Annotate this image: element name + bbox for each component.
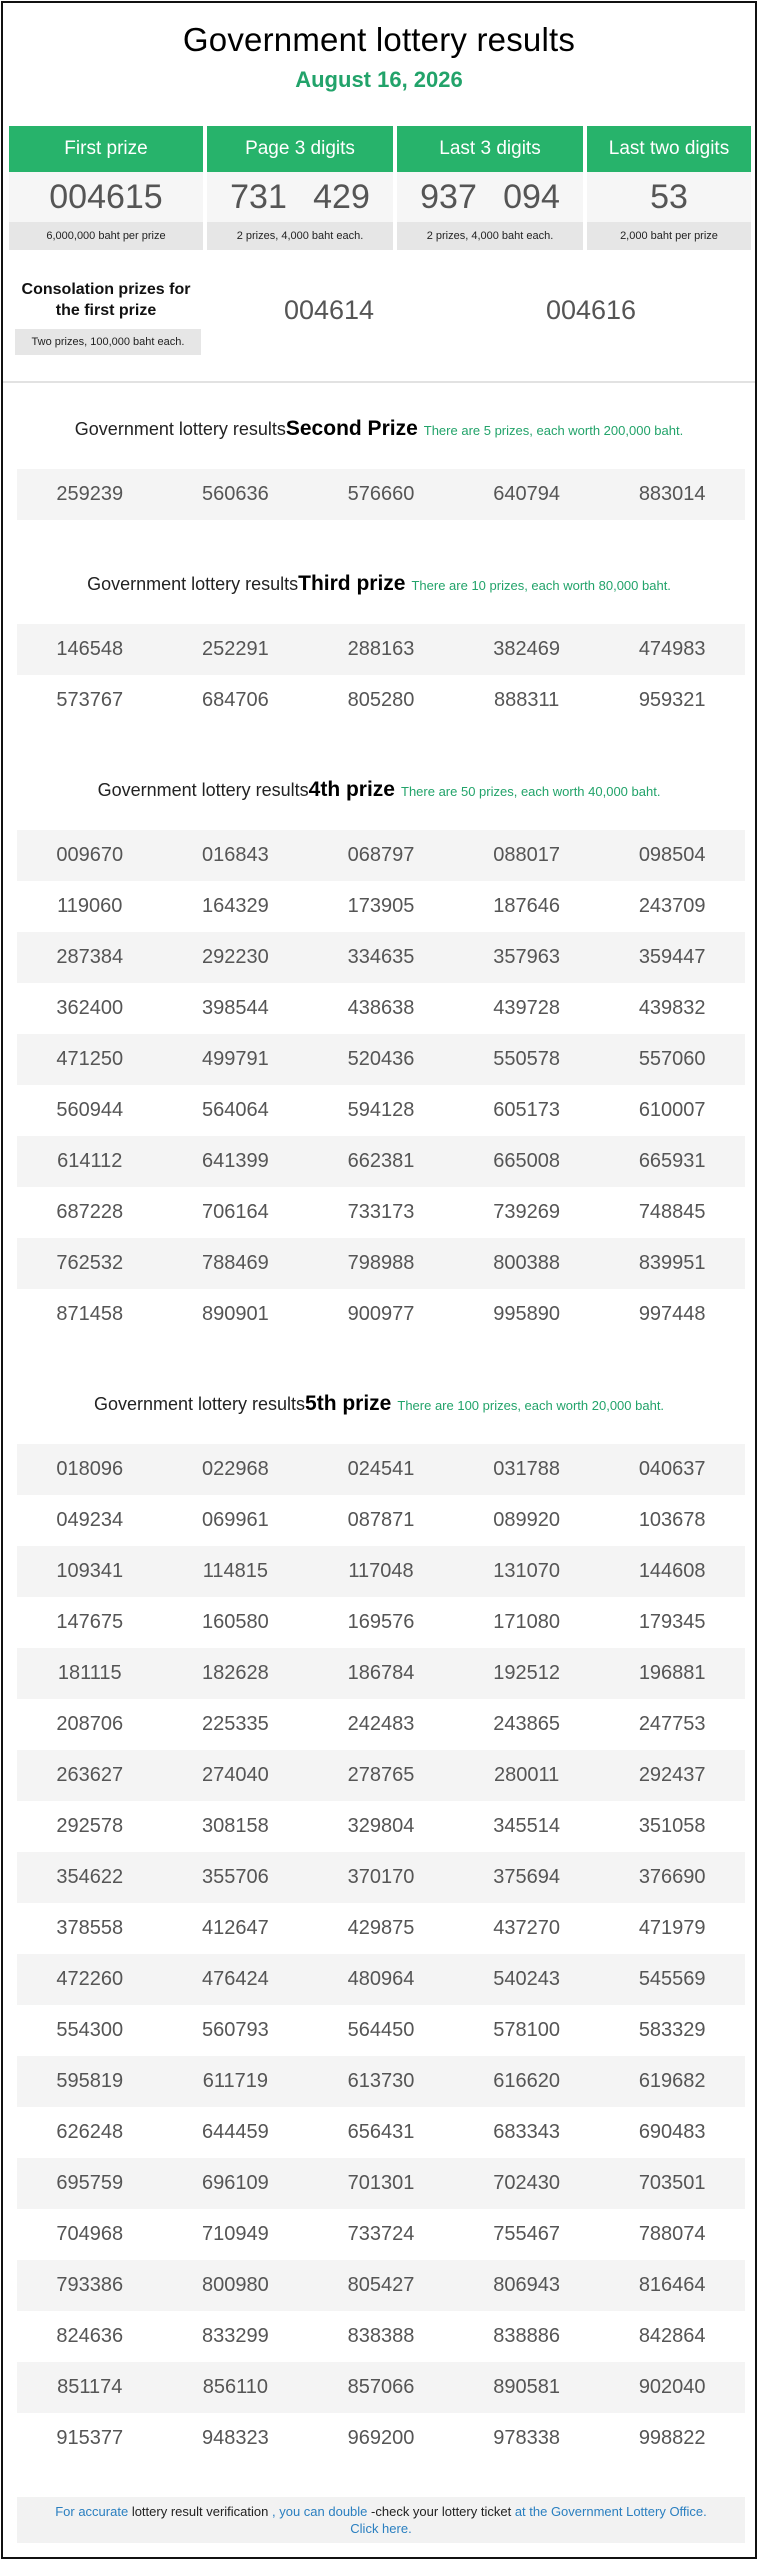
- prize-number: 181115: [57, 1662, 122, 1684]
- prize-number: 437270: [493, 1917, 560, 1939]
- table-row: [17, 1801, 745, 1852]
- prize-number: 888311: [493, 689, 560, 711]
- section-info: There are 50 prizes, each worth 40,000 baht.: [401, 784, 661, 799]
- prize-number: 357963: [493, 946, 560, 968]
- section-name: Second Prize: [285, 417, 418, 440]
- prize-number: 839951: [638, 1252, 706, 1274]
- prize-number: 208706: [56, 1713, 124, 1735]
- prize-number: 179345: [638, 1611, 706, 1633]
- prize-number: 857066: [347, 2376, 415, 2398]
- prize-number: 169576: [347, 1611, 415, 1633]
- prize-number: 089920: [493, 1509, 560, 1531]
- prize-number: 851174: [57, 2376, 123, 2398]
- last-2-digits-header: Last two digits: [587, 126, 751, 172]
- prize-number: 499791: [202, 1048, 269, 1070]
- table-row: [17, 2260, 745, 2311]
- first-prize-header: First prize: [9, 126, 203, 172]
- front-3-digits-number-row: [207, 172, 393, 222]
- prize-number: 287384: [56, 946, 124, 968]
- consolation-note: Two prizes, 100,000 baht each.: [15, 329, 201, 355]
- prize-number: 564450: [347, 2019, 415, 2041]
- last-3-digits-number: 937: [420, 177, 477, 216]
- consolation-title: Consolation prizes for the first prize: [21, 281, 191, 319]
- prize-number: 243865: [493, 1713, 560, 1735]
- prize-number: 616620: [493, 2070, 560, 2092]
- prize-number: 883014: [638, 483, 706, 505]
- table-row: [17, 1495, 745, 1546]
- fifth-prize-heading: [3, 1392, 755, 1416]
- table-row: [17, 2056, 745, 2107]
- prize-number: 147675: [56, 1611, 124, 1633]
- prize-number: 196881: [638, 1662, 706, 1684]
- prize-number: 641399: [202, 1150, 269, 1172]
- prize-number: 308158: [202, 1815, 269, 1837]
- footer-text: at the Government Lottery Office.: [514, 2504, 707, 2519]
- table-row: [17, 624, 745, 675]
- prize-number: 706164: [202, 1201, 269, 1223]
- prize-number: 611719: [202, 2070, 269, 2092]
- prize-number: 354622: [56, 1866, 124, 1888]
- table-row: [17, 983, 745, 1034]
- prize-number: 171080: [493, 1611, 560, 1633]
- table-row: [17, 881, 745, 932]
- prize-number: 024541: [347, 1458, 415, 1480]
- prize-number: 900977: [347, 1303, 415, 1325]
- second-prize-heading: [3, 417, 755, 441]
- footer-text: lottery result verification: [131, 2504, 269, 2519]
- table-row: [17, 1852, 745, 1903]
- prize-number: 471250: [56, 1048, 124, 1070]
- prize-number: 564064: [202, 1099, 269, 1121]
- prize-number: 412647: [202, 1917, 269, 1939]
- section-prefix: Government lottery results: [97, 780, 309, 800]
- last-3-digits-number-row: [397, 172, 583, 222]
- prize-number: 359447: [638, 946, 706, 968]
- table-row: [17, 1597, 745, 1648]
- prize-number: 192512: [493, 1662, 560, 1684]
- prize-number: 087871: [347, 1509, 415, 1531]
- table-row: [17, 2209, 745, 2260]
- table-row: [17, 1699, 745, 1750]
- prize-number: 398544: [202, 997, 269, 1019]
- prize-number: 114815: [202, 1560, 269, 1582]
- table-row: [17, 2413, 745, 2464]
- prize-number: 703501: [638, 2172, 706, 2194]
- prize-number: 560944: [56, 1099, 124, 1121]
- prize-number: 160580: [202, 1611, 269, 1633]
- table-row: [17, 1750, 745, 1801]
- prize-number: 788469: [202, 1252, 269, 1274]
- last-2-digits-block: [587, 126, 751, 250]
- prize-number: 613730: [347, 2070, 415, 2092]
- table-row: [17, 675, 745, 726]
- prize-number: 040637: [638, 1458, 706, 1480]
- first-prize-number-row: [9, 172, 203, 222]
- prize-number: 334635: [347, 946, 415, 968]
- last-3-digits-header: Last 3 digits: [397, 126, 583, 172]
- prize-number: 733173: [347, 1201, 415, 1223]
- prize-number: 382469: [493, 638, 560, 660]
- table-row: [17, 1648, 745, 1699]
- section-name: 4th prize: [308, 778, 395, 801]
- first-prize-block: [9, 126, 203, 250]
- prize-number: 798988: [347, 1252, 415, 1274]
- table-row: [17, 1136, 745, 1187]
- prize-number: 626248: [56, 2121, 124, 2143]
- table-row: [17, 1085, 745, 1136]
- prize-number: 439832: [638, 997, 706, 1019]
- consolation-number: 004616: [545, 295, 637, 325]
- prize-number: 969200: [347, 2427, 415, 2449]
- consolation-prizes: [9, 271, 751, 371]
- prize-number: 474983: [638, 638, 706, 660]
- section-info: There are 10 prizes, each worth 80,000 baht.: [411, 578, 671, 593]
- divider: [3, 381, 755, 383]
- prize-number: 119060: [57, 895, 123, 917]
- prize-number: 252291: [202, 638, 269, 660]
- prize-number: 614112: [57, 1150, 123, 1172]
- footer-text: , you can double: [272, 2504, 368, 2519]
- table-row: [17, 2362, 745, 2413]
- prize-number: 583329: [638, 2019, 706, 2041]
- prize-number: 948323: [202, 2427, 269, 2449]
- table-row: [17, 1444, 745, 1495]
- prize-number: 103678: [638, 1509, 706, 1531]
- consolation-number: 004614: [283, 295, 375, 325]
- prize-number: 687228: [56, 1201, 124, 1223]
- prize-number: 578100: [493, 2019, 560, 2041]
- second-prize-rows: [17, 469, 745, 520]
- prize-number: 182628: [202, 1662, 269, 1684]
- table-row: [17, 1187, 745, 1238]
- prize-number: 131070: [493, 1560, 560, 1582]
- prize-number: 710949: [202, 2223, 269, 2245]
- prize-number: 242483: [347, 1713, 415, 1735]
- section-prefix: Government lottery results: [87, 574, 299, 594]
- table-row: [17, 1238, 745, 1289]
- prize-number: 520436: [347, 1048, 415, 1070]
- prize-number: 022968: [202, 1458, 269, 1480]
- prize-number: 856110: [202, 2376, 269, 2398]
- prize-number: 472260: [56, 1968, 124, 1990]
- prize-number: 186784: [347, 1662, 415, 1684]
- table-row: [17, 2158, 745, 2209]
- table-row: [17, 2005, 745, 2056]
- prize-number: 187646: [493, 895, 560, 917]
- prize-number: 902040: [638, 2376, 706, 2398]
- section-name: Third prize: [298, 572, 406, 595]
- prize-number: 890581: [493, 2376, 560, 2398]
- table-row: [17, 1903, 745, 1954]
- prize-number: 788074: [638, 2223, 706, 2245]
- table-row: [17, 1954, 745, 2005]
- table-row: [17, 1289, 745, 1340]
- prize-number: 292230: [202, 946, 269, 968]
- prize-number: 429875: [347, 1917, 415, 1939]
- third-prize-heading: [3, 572, 755, 596]
- prize-number: 018096: [56, 1458, 124, 1480]
- prize-number: 842864: [638, 2325, 706, 2347]
- front-3-digits-block: [207, 126, 393, 250]
- page-title: Government lottery results: [182, 21, 576, 58]
- prize-number: 370170: [347, 1866, 415, 1888]
- prize-number: 144608: [638, 1560, 706, 1582]
- prize-number: 959321: [638, 689, 706, 711]
- prize-number: 069961: [202, 1509, 269, 1531]
- prize-number: 439728: [493, 997, 560, 1019]
- prize-number: 610007: [638, 1099, 706, 1121]
- prize-number: 068797: [347, 844, 415, 866]
- prize-number: 890901: [202, 1303, 269, 1325]
- front-3-digits-number: 731: [230, 177, 287, 216]
- table-row: [17, 1034, 745, 1085]
- prize-number: 362400: [56, 997, 124, 1019]
- prize-number: 557060: [638, 1048, 706, 1070]
- prize-number: 292437: [638, 1764, 706, 1786]
- draw-date: August 16, 2026: [295, 67, 463, 92]
- prize-number: 164329: [202, 895, 269, 917]
- prize-number: 560636: [202, 483, 269, 505]
- fifth-prize-rows: [17, 1444, 745, 2464]
- prize-number: 355706: [202, 1866, 269, 1888]
- table-row: [17, 1546, 745, 1597]
- table-row: [17, 830, 745, 881]
- prize-number: 695759: [56, 2172, 124, 2194]
- first-prize-number: 004615: [49, 177, 163, 216]
- section-prefix: Government lottery results: [74, 419, 286, 439]
- last-2-digits-number: 53: [650, 177, 688, 216]
- prize-number: 762532: [56, 1252, 124, 1274]
- prize-number: 619682: [638, 2070, 706, 2092]
- fourth-prize-rows: [17, 830, 745, 1340]
- footer-text: -check your lottery ticket: [371, 2504, 512, 2519]
- table-row: [17, 932, 745, 983]
- prize-number: 683343: [493, 2121, 560, 2143]
- front-3-digits-number: 429: [313, 177, 370, 216]
- prize-number: 704968: [56, 2223, 124, 2245]
- prize-number: 871458: [56, 1303, 124, 1325]
- prize-number: 098504: [638, 844, 706, 866]
- prize-number: 805280: [347, 689, 415, 711]
- section-info: There are 100 prizes, each worth 20,000 baht.: [397, 1398, 665, 1413]
- prize-number: 800980: [202, 2274, 269, 2296]
- prize-number: 576660: [347, 483, 415, 505]
- prize-number: 800388: [493, 1252, 560, 1274]
- prize-number: 995890: [493, 1303, 560, 1325]
- prize-number: 978338: [493, 2427, 560, 2449]
- prize-number: 278765: [347, 1764, 415, 1786]
- prize-number: 665008: [493, 1150, 560, 1172]
- front-3-digits-note: 2 prizes, 4,000 baht each.: [207, 222, 393, 250]
- prize-number: 665931: [638, 1150, 706, 1172]
- table-row: [17, 469, 745, 520]
- last-2-digits-number-row: [587, 172, 751, 222]
- prize-number: 739269: [493, 1201, 560, 1223]
- prize-number: 263627: [56, 1764, 124, 1786]
- prize-number: 292578: [56, 1815, 124, 1837]
- prize-number: 480964: [347, 1968, 415, 1990]
- prize-number: 550578: [493, 1048, 560, 1070]
- prize-number: 031788: [493, 1458, 560, 1480]
- prize-number: 805427: [347, 2274, 415, 2296]
- prize-number: 471979: [638, 1917, 706, 1939]
- prize-number: 049234: [56, 1509, 124, 1531]
- click-here-link[interactable]: Click here.: [350, 2521, 412, 2536]
- prize-number: 998822: [638, 2427, 706, 2449]
- prize-number: 109341: [56, 1560, 124, 1582]
- prize-number: 016843: [202, 844, 269, 866]
- prize-number: 376690: [638, 1866, 706, 1888]
- prize-number: 573767: [56, 689, 124, 711]
- prize-number: 816464: [638, 2274, 706, 2296]
- prize-number: 755467: [493, 2223, 560, 2245]
- verification-footer: [17, 2497, 745, 2543]
- prize-number: 259239: [56, 483, 124, 505]
- prize-number: 247753: [638, 1713, 706, 1735]
- prize-number: 662381: [347, 1150, 415, 1172]
- prize-number: 146548: [56, 638, 124, 660]
- prize-number: 806943: [493, 2274, 560, 2296]
- prize-number: 838886: [493, 2325, 560, 2347]
- prize-number: 117048: [348, 1560, 414, 1582]
- results-page: [1, 1, 757, 2559]
- prize-number: 345514: [493, 1815, 560, 1837]
- prize-number: 656431: [347, 2121, 415, 2143]
- fourth-prize-heading: [3, 778, 755, 802]
- prize-number: 702430: [493, 2172, 560, 2194]
- prize-number: 594128: [347, 1099, 415, 1121]
- prize-number: 644459: [202, 2121, 269, 2143]
- prize-number: 733724: [347, 2223, 415, 2245]
- prize-number: 288163: [347, 638, 415, 660]
- prize-number: 605173: [493, 1099, 560, 1121]
- prize-number: 173905: [347, 895, 415, 917]
- table-row: [17, 2107, 745, 2158]
- prize-number: 378558: [56, 1917, 124, 1939]
- top-prizes-grid: [9, 126, 751, 250]
- prize-number: 640794: [493, 483, 560, 505]
- first-prize-note: 6,000,000 baht per prize: [9, 222, 203, 250]
- prize-number: 997448: [638, 1303, 706, 1325]
- section-name: 5th prize: [305, 1392, 392, 1415]
- prize-number: 554300: [56, 2019, 124, 2041]
- prize-number: 545569: [638, 1968, 706, 1990]
- prize-number: 540243: [493, 1968, 560, 1990]
- footer-text: For accurate: [55, 2504, 129, 2519]
- prize-number: 351058: [638, 1815, 706, 1837]
- third-prize-rows: [17, 624, 745, 726]
- table-row: [17, 2311, 745, 2362]
- prize-number: 438638: [347, 997, 415, 1019]
- prize-number: 243709: [638, 895, 706, 917]
- prize-number: 088017: [493, 844, 560, 866]
- prize-number: 748845: [638, 1201, 706, 1223]
- last-3-digits-block: [397, 126, 583, 250]
- prize-number: 793386: [56, 2274, 124, 2296]
- prize-number: 915377: [56, 2427, 124, 2449]
- section-info: There are 5 prizes, each worth 200,000 baht.: [423, 423, 684, 438]
- prize-number: 225335: [202, 1713, 269, 1735]
- last-3-digits-note: 2 prizes, 4,000 baht each.: [397, 222, 583, 250]
- prize-number: 824636: [56, 2325, 124, 2347]
- prize-number: 009670: [56, 844, 124, 866]
- section-prefix: Government lottery results: [93, 1394, 306, 1414]
- prize-number: 280011: [493, 1764, 560, 1786]
- prize-number: 701301: [347, 2172, 415, 2194]
- last-3-digits-number: 094: [503, 177, 560, 216]
- prize-number: 696109: [202, 2172, 269, 2194]
- prize-number: 476424: [202, 1968, 269, 1990]
- prize-number: 684706: [202, 689, 269, 711]
- prize-number: 375694: [493, 1866, 560, 1888]
- prize-number: 595819: [56, 2070, 124, 2092]
- front-3-digits-header: Page 3 digits: [207, 126, 393, 172]
- prize-number: 274040: [202, 1764, 269, 1786]
- last-2-digits-note: 2,000 baht per prize: [587, 222, 751, 250]
- prize-number: 690483: [638, 2121, 706, 2143]
- prize-number: 838388: [347, 2325, 415, 2347]
- prize-number: 560793: [202, 2019, 269, 2041]
- prize-number: 833299: [202, 2325, 269, 2347]
- prize-number: 329804: [347, 1815, 415, 1837]
